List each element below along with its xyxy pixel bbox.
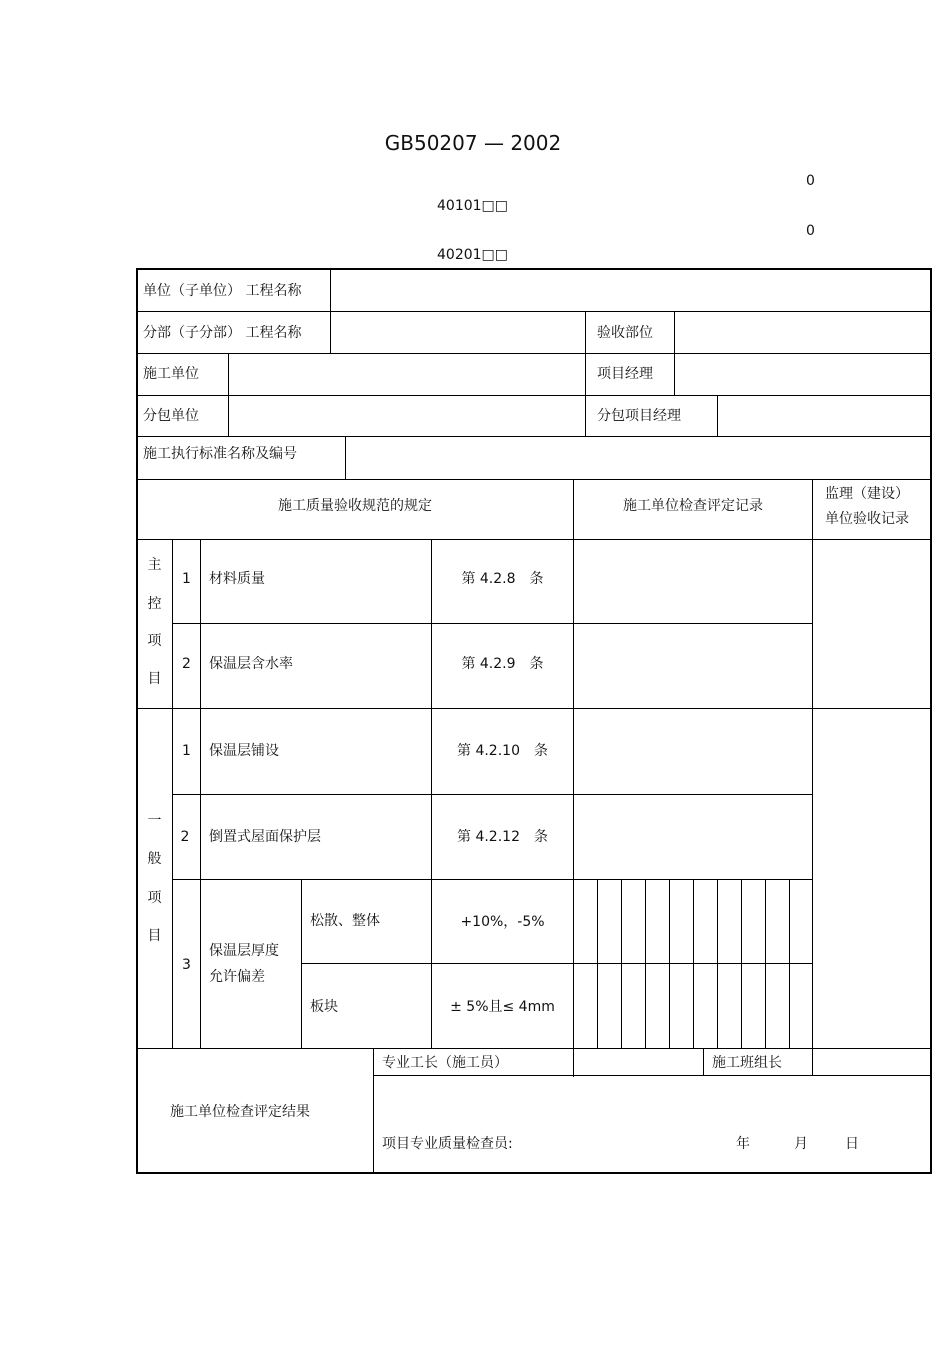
subcontractor-label: 分包单位: [143, 408, 199, 424]
grid-line: [330, 268, 331, 354]
supervisor-header-line2: 单位验收记录: [825, 511, 909, 527]
item-name: 材料质量: [209, 571, 265, 587]
contractor-label: 施工单位: [143, 366, 199, 382]
general-group-char: 般: [147, 851, 162, 867]
grid-line: [717, 879, 718, 1049]
table-border-bottom: [136, 1172, 932, 1174]
general-group-char: 目: [147, 928, 162, 944]
table-border-right: [930, 268, 932, 1174]
general-group-char: 一: [147, 813, 162, 829]
thickness-tolerance: ± 5%且≤ 4mm: [450, 999, 555, 1015]
item-clause: 第 4.2.8 条: [461, 571, 544, 587]
contractor-record-header: 施工单位检查评定记录: [623, 498, 763, 514]
grid-line: [136, 395, 932, 396]
item-number: 1: [182, 743, 191, 759]
spec-header: 施工质量验收规范的规定: [278, 498, 432, 514]
grid-line: [789, 879, 790, 1049]
main-group-char: 目: [147, 671, 162, 687]
item-clause: 第 4.2.9 条: [461, 656, 544, 672]
unit-project-label: 单位（子单位） 工程名称: [143, 283, 302, 299]
item-name: 保温层含水率: [209, 656, 293, 672]
grid-line: [693, 879, 694, 1049]
grid-line: [136, 436, 932, 437]
foreman-label: 专业工长（施工员）: [382, 1055, 508, 1071]
main-group-char: 项: [147, 633, 162, 649]
sub-project-manager-label: 分包项目经理: [597, 408, 681, 424]
grid-line: [373, 1048, 374, 1174]
grid-line: [345, 436, 346, 480]
item-name: 倒置式屋面保护层: [209, 829, 321, 845]
project-manager-label: 项目经理: [597, 366, 653, 382]
sub-project-label: 分部（子分部） 工程名称: [143, 325, 302, 341]
supervisor-header-line1: 监理（建设）: [825, 486, 909, 502]
code1: 40101□□: [437, 198, 508, 214]
item-number: 2: [182, 656, 191, 672]
general-group-char: 项: [147, 890, 162, 906]
item-number: 1: [182, 571, 191, 587]
result-label: 施工单位检查评定结果: [170, 1104, 310, 1120]
thickness-tolerance: +10%，-5%: [460, 914, 545, 930]
table-border-top: [136, 268, 932, 270]
day-label: 日: [845, 1136, 859, 1152]
grid-line: [136, 353, 932, 354]
code1-suffix: 0: [806, 173, 815, 189]
thickness-name-line2: 允许偏差: [209, 969, 265, 985]
item-number: 2: [180, 829, 190, 845]
main-group-char: 主: [147, 557, 162, 573]
grid-line: [645, 879, 646, 1049]
item-clause: 第 4.2.10 条: [457, 743, 548, 759]
item-name: 保温层铺设: [209, 743, 279, 759]
grid-line: [669, 879, 670, 1049]
standard-title: GB50207 — 2002: [384, 131, 562, 155]
year-label: 年: [736, 1136, 750, 1152]
grid-line: [717, 395, 718, 437]
grid-line: [200, 539, 201, 1049]
grid-line: [812, 479, 813, 1076]
grid-line: [172, 794, 813, 795]
main-group-char: 控: [147, 596, 162, 612]
grid-line: [585, 311, 586, 437]
grid-line: [741, 879, 742, 1049]
standard-label: 施工执行标准名称及编号: [143, 446, 297, 462]
team-leader-label: 施工班组长: [712, 1055, 782, 1071]
grid-line: [621, 879, 622, 1049]
item-clause: 第 4.2.12 条: [457, 829, 548, 845]
code2: 40201□□: [437, 247, 508, 263]
grid-line: [765, 879, 766, 1049]
acceptance-part-label: 验收部位: [597, 325, 653, 341]
table-border-left: [136, 268, 138, 1174]
grid-line: [228, 353, 229, 437]
grid-line: [373, 1075, 932, 1076]
grid-line: [674, 311, 675, 396]
code2-suffix: 0: [806, 223, 815, 239]
grid-line: [136, 311, 932, 312]
grid-line: [597, 879, 598, 1049]
grid-line: [703, 1048, 704, 1076]
thickness-type: 松散、整体: [310, 913, 380, 929]
grid-line: [573, 479, 574, 1077]
thickness-type: 板块: [310, 999, 338, 1015]
month-label: 月: [794, 1136, 808, 1152]
inspector-label: 项目专业质量检查员:: [382, 1136, 513, 1152]
item-number: 3: [182, 957, 191, 973]
thickness-name-line1: 保温层厚度: [209, 943, 279, 959]
grid-line: [301, 879, 302, 1049]
grid-line: [172, 623, 813, 624]
grid-line: [431, 539, 432, 1049]
grid-line: [301, 963, 813, 964]
